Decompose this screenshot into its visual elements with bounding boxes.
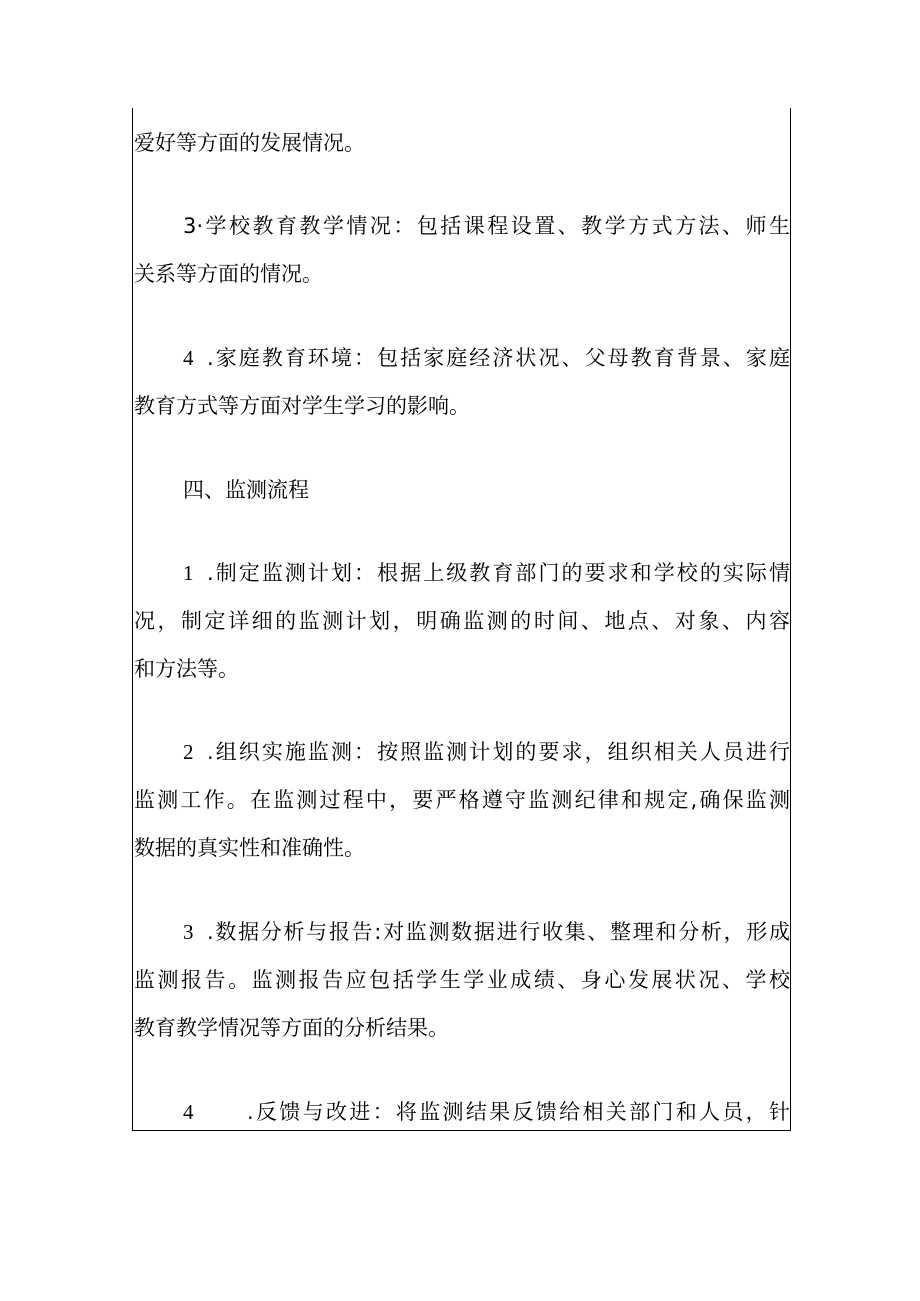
paragraph-first-line xyxy=(183,343,790,373)
paragraph-line: 爱好等方面的发展情况。 xyxy=(134,131,365,155)
paragraph-line: 3·学校教育教学情况：包括课程设置、教学方式方法、师生 xyxy=(183,214,790,238)
paragraph-first-line xyxy=(183,917,790,947)
item-number: 4 xyxy=(183,1100,194,1124)
paragraph-line: 和方法等。 xyxy=(134,657,239,681)
paragraph-line: .家庭教育环境：包括家庭经济状况、父母教育背景、家庭 xyxy=(207,346,790,370)
paragraph-line: 监测工作。在监测过程中，要严格遵守监测纪律和规定,确保监测 xyxy=(134,788,790,812)
paragraph-line: 教育教学情况等方面的分析结果。 xyxy=(134,1016,449,1040)
item-number: 3 xyxy=(183,920,194,944)
paragraph-line: 关系等方面的情况。 xyxy=(134,262,323,286)
paragraph-line: .反馈与改进：将监测结果反馈给相关部门和人员，针 xyxy=(247,1100,790,1124)
paragraph-line: 监测报告。监测报告应包括学生学业成绩、身心发展状况、学校 xyxy=(134,968,790,992)
paragraph-line: .数据分析与报告:对监测数据进行收集、整理和分析，形成 xyxy=(207,920,790,944)
section-heading: 四、监测流程 xyxy=(183,478,309,502)
paragraph-line: 况，制定详细的监测计划，明确监测的时间、地点、对象、内容 xyxy=(134,609,790,633)
item-number: 1 xyxy=(183,561,194,585)
item-number: 2 xyxy=(183,740,194,764)
item-number: 4 xyxy=(183,346,194,370)
paragraph-line: .组织实施监测：按照监测计划的要求，组织相关人员进行 xyxy=(207,740,790,764)
paragraph-line: 数据的真实性和准确性。 xyxy=(134,836,365,860)
paragraph-first-line xyxy=(183,737,790,767)
paragraph-first-line xyxy=(183,558,790,588)
paragraph-first-line xyxy=(183,1097,790,1127)
paragraph-line: .制定监测计划：根据上级教育部门的要求和学校的实际情 xyxy=(207,561,790,585)
paragraph-line: 教育方式等方面对学生学习的影响。 xyxy=(134,394,470,418)
